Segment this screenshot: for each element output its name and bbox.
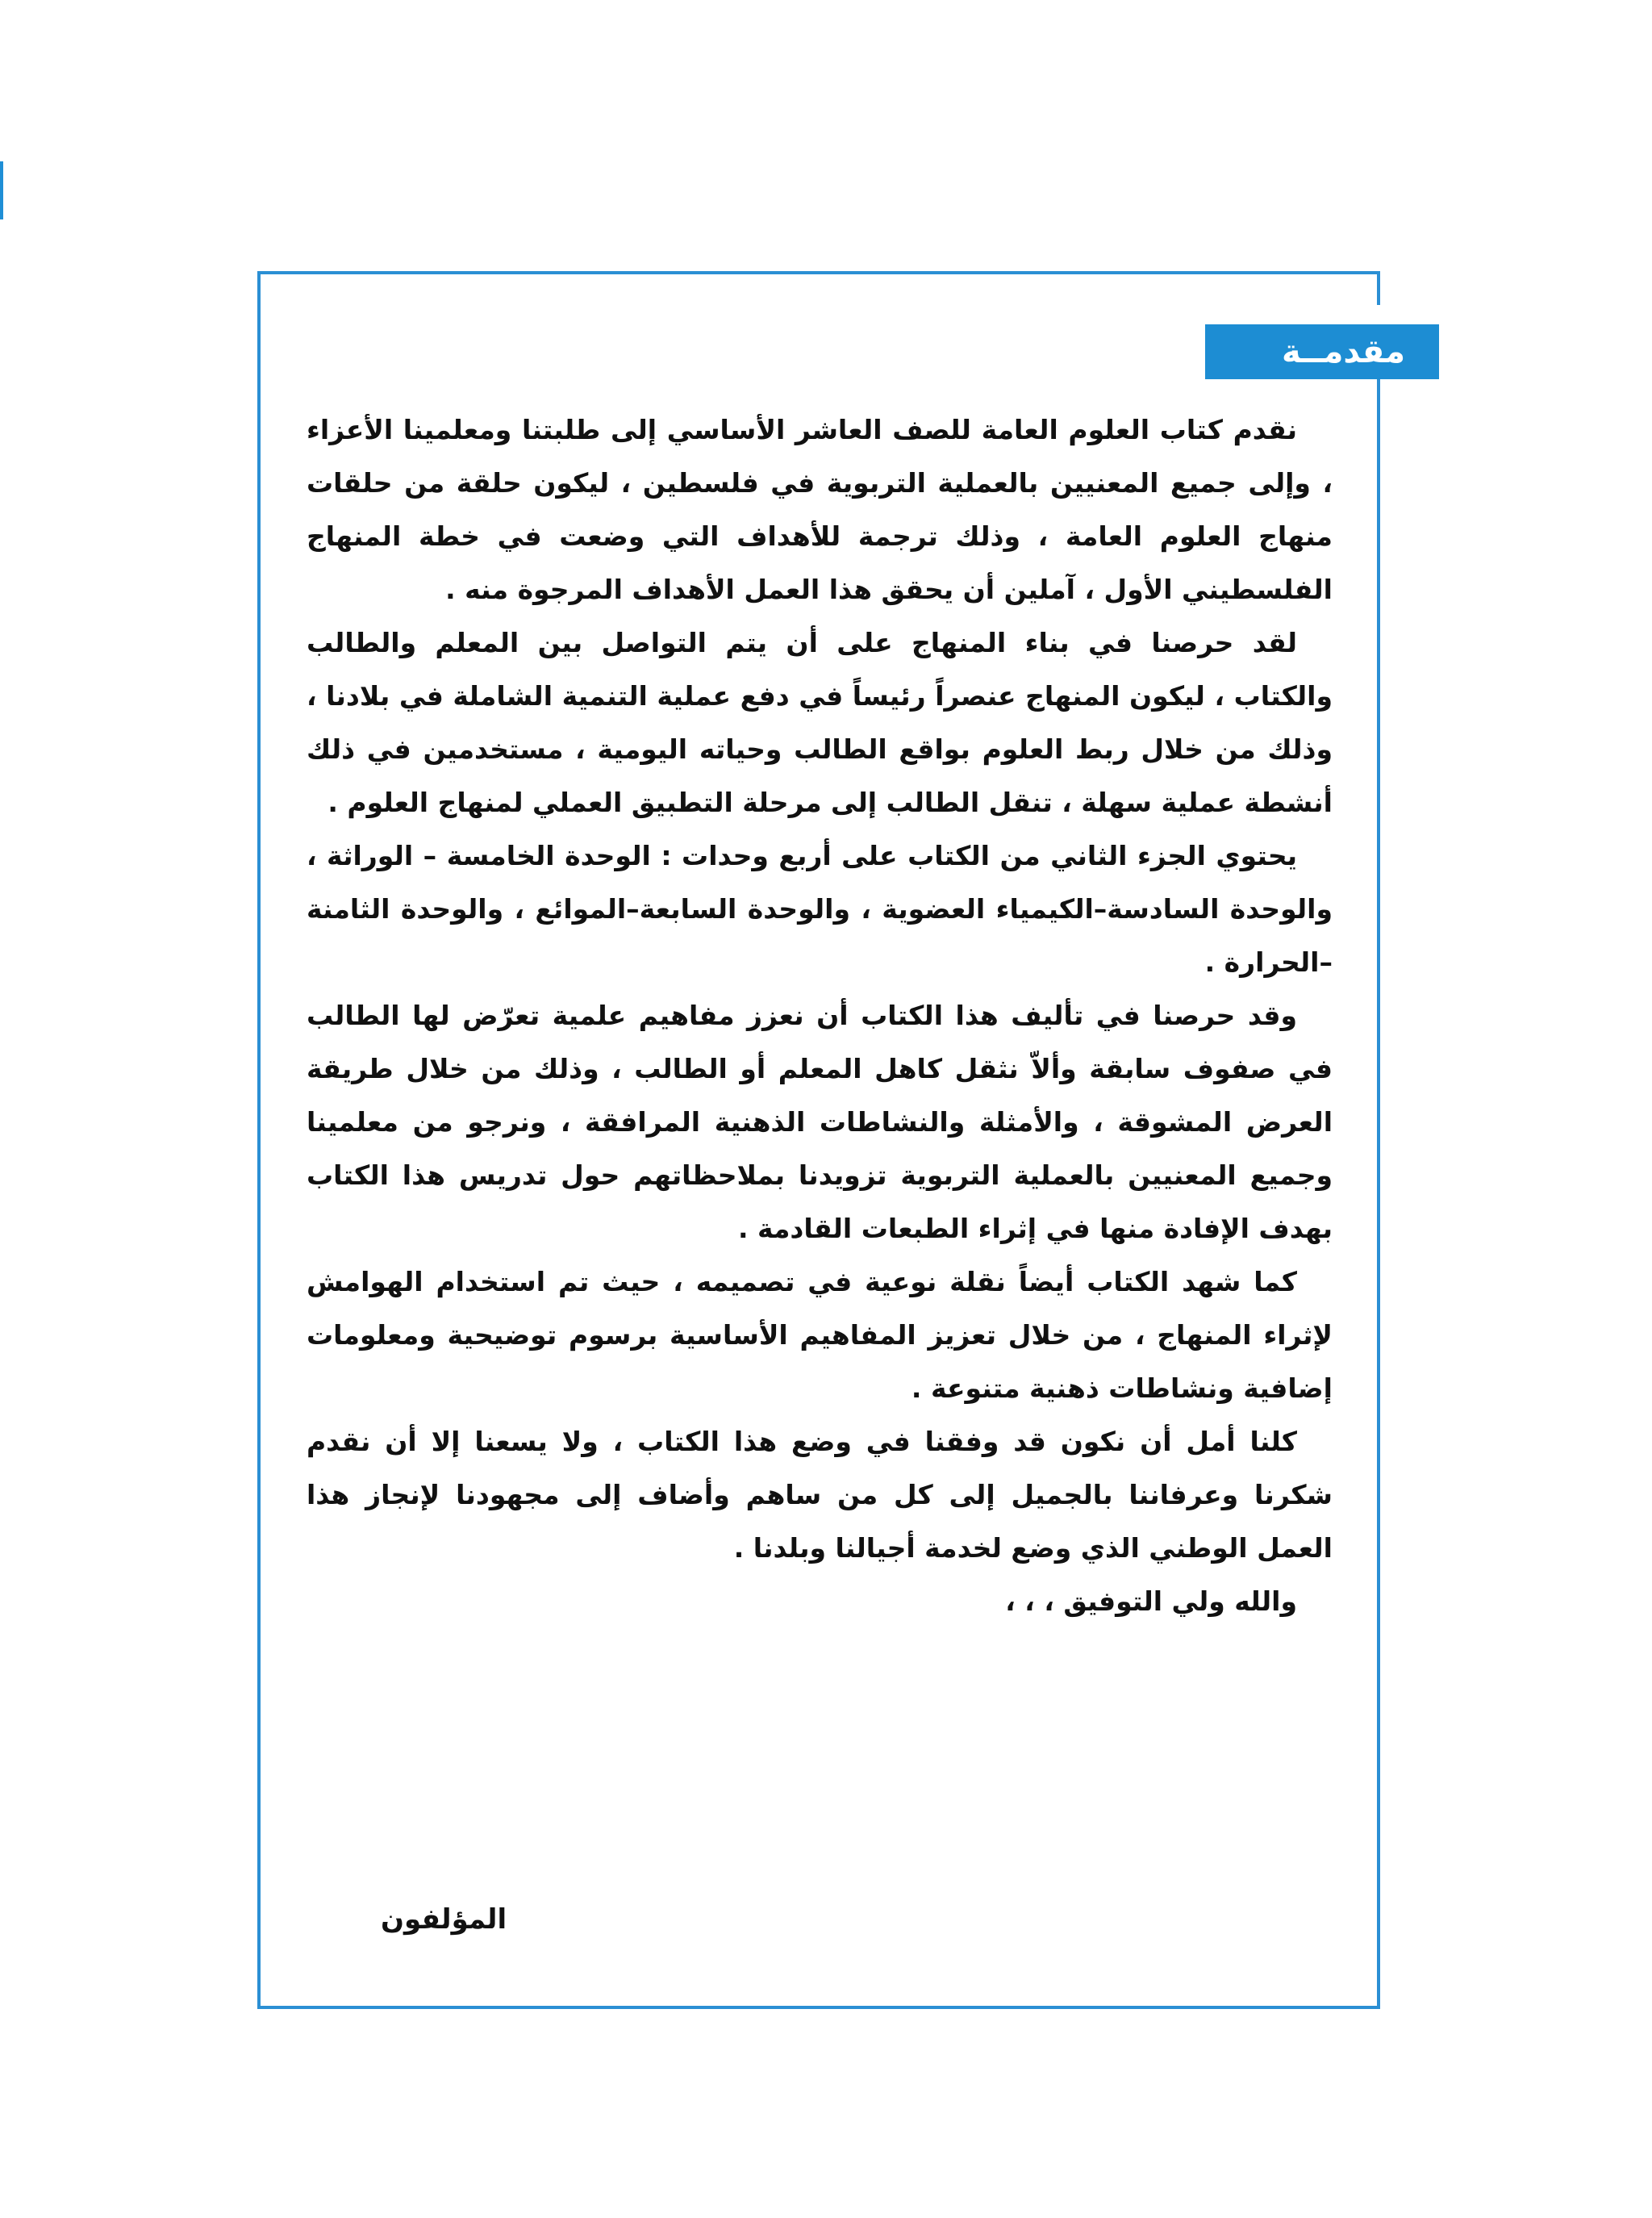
introduction-body (307, 403, 1333, 1628)
section-title-banner (1205, 324, 1439, 379)
paragraph-4: وقد حرصنا في تأليف هذا الكتاب أن نعزز مفاهيم علمية تعرّض لها الطالب في صفوف سابقة وألاّ نثقل كاهل المعلم أو الطالب ، وذلك من خلال طريقة العرض المشوقة ، والأمثلة والنشاطات الذهنية المرافقة ، ونرجو من معلمينا وجميع المعنيين بالعملية التربوية تزويدنا بملاحظاتهم حول تدريس هذا الكتاب بهدف الإفادة منها في إثراء الطبعات القادمة . (307, 1000, 1333, 1244)
paragraph-5: كما شهد الكتاب أيضاً نقلة نوعية في تصميمه ، حيث تم استخدام الهوامش لإثراء المنهاج ، من خلال تعزيز المفاهيم الأساسية برسوم توضيحية ومعلومات إضافية ونشاطات ذهنية متنوعة . (307, 1266, 1333, 1404)
section-title: مقدمــة (1281, 333, 1405, 370)
paragraph-2: لقد حرصنا في بناء المنهاج على أن يتم التواصل بين المعلم والطالب والكتاب ، ليكون المنهاج عنصراً رئيساً في دفع عملية التنمية الشاملة في بلادنا ، وذلك من خلال ربط العلوم بواقع الطالب وحياته اليومية ، مستخدمين في ذلك أنشطة عملية سهلة ، تنقل الطالب إلى مرحلة التطبيق العملي لمنهاج العلوم . (307, 627, 1333, 818)
page-edge-marker (0, 161, 3, 219)
paragraph-1: نقدم كتاب العلوم العامة للصف العاشر الأساسي إلى طلبتنا ومعلمينا الأعزاء ، وإلى جميع المعنيين بالعملية التربوية في فلسطين ، ليكون حلقة من حلقات منهاج العلوم العامة ، وذلك ترجمة للأهداف التي وضعت في خطة المنهاج الفلسطيني الأول ، آملين أن يحقق هذا العمل الأهداف المرجوة منه . (307, 414, 1333, 605)
paragraph-6: كلنا أمل أن نكون قد وفقنا في وضع هذا الكتاب ، ولا يسعنا إلا أن نقدم شكرنا وعرفاننا بالجميل إلى كل من ساهم وأضاف إلى مجهودنا لإنجاز هذا العمل الوطني الذي وضع لخدمة أجيالنا وبلدنا . (307, 1426, 1333, 1564)
paragraph-3: يحتوي الجزء الثاني من الكتاب على أربع وحدات : الوحدة الخامسة – الوراثة ، والوحدة السادسة–الكيمياء العضوية ، والوحدة السابعة–الموائع ، والوحدة الثامنة –الحرارة . (307, 840, 1333, 978)
closing-line: والله ولي التوفيق ، ، ، (1005, 1585, 1297, 1617)
authors-signature: المؤلفون (381, 1903, 507, 1936)
